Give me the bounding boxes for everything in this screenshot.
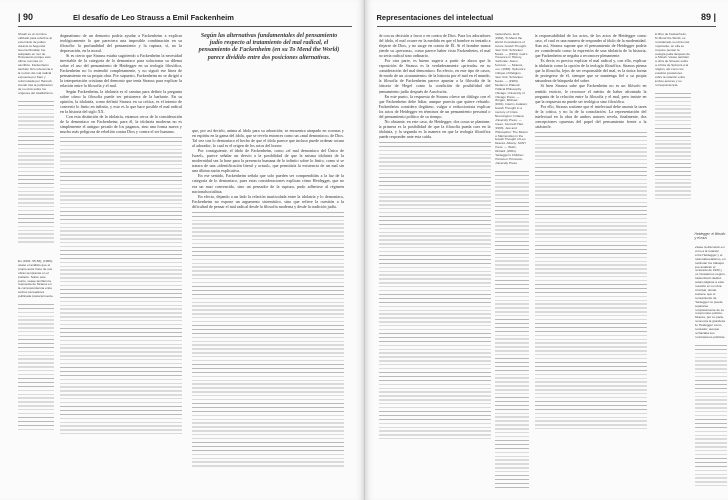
header-rule (377, 26, 717, 27)
sidenote-continued (695, 342, 727, 486)
right-page-header (377, 11, 717, 23)
text-continued (60, 134, 182, 434)
sidenote-continued (18, 98, 54, 246)
text-continued (535, 129, 647, 429)
page-number: | 90 (18, 12, 34, 22)
right-body-column-2: la responsabilidad de los actos, de los actos de Heidegger como caso, el cual es una manera de responder al ídolo de la modernidad. Aun así, Strauss supone que el pensamiento de Heidegger podría ser considerado como la expresión de una idolatría de la historia, que Fackenheim se negaba a reconocer plenamente. Es decir, es preciso explicar el mal radical y, con ello, explicar la idolatría como la opción de la teología filosófica. Strauss piensa que la filosofía, lejos de ser responsable del mal, es la única forma de protegerse de él, siempre que se mantenga fiel a su propia naturaleza de búsqueda del saber. Si bien Strauss sabe que Fackenheim no es un filósofo en sentido estricto, le reconoce el mérito de haber afrontado la pregunta de la relación entre la filosofía y el mal, pero insiste en que la respuesta no puede ser teológica sino filosófica. Por ello, Strauss sostiene que el intelectual debe asumir la tarea de la crítica, y no la de la consolación. La representación del intelectual en la obra de ambos autores revela, finalmente, dos concepciones opuestas del papel del pensamiento frente a la catástrofe. (535, 33, 647, 488)
right-sidenote-bottom: Véase la discusión en torno a la relación entre Heidegger y el nacionalsocialismo, en particular los trabajos que analizan el rectorado de 1933 y los Cuadernos negros. Fackenheim dedicó varias páginas a esta cuestión en su obra principal, donde sostiene que el pensamiento de Heidegger no puede separarse completamente de su compromiso político. Strauss, por su parte, reconocía la grandeza de Heidegger como pensador, aunque rechazaba sus conclusiones políticas. (695, 246, 727, 486)
header-rule (18, 26, 352, 27)
running-title: Representaciones del intelectual (376, 12, 494, 22)
pull-quote: Según las alternativas fundamentales del pensamiento judío respecto al tratamiento del mal radical, el pensamiento de Fackenheim (en su To Mend the World) parece dividido entre dos posiciones alternativas. (198, 33, 340, 61)
sidenote-continued (655, 90, 691, 200)
left-page-header (18, 11, 352, 23)
side-caption: Heidegger, el filósofo y el nazi. (694, 232, 726, 240)
left-body-column-2: que, por así decirlo, anima al ídolo para su adoración; se encuentra atrapado en coronas y en espíritu en la gama del ídolo, que se revela entonces como un «mal demoníaco» de Dios. Tal vez con lo demoníaco el hecho de que el ídolo parece que incluso puede ordenar actuar al adorador, lo cual es el origen de los actos del horror. Por consiguiente, el ídolo de Fackenheim, como «el mal demoníaco del Único de Israel», parece señalar un desvío a la posibilidad de que la misma idolatría de la modernidad sea la base para la presencia humana de lo infinito sobre lo finito, como si se tratara de una «identificación literal y actual», que permitiría la existencia de un mal sin una última razón explicativa. En ese sentido, Fackenheim señala que solo pueden ser comprendidas a la luz de la categoría de lo demoníaco, pues estas consideraciones explican cómo Heidegger, que no era un nazi convencido, sino un pensador de la ruptura, pudo adherirse al régimen nacionalsocialista. En efecto, dejando a un lado la relación inarticulada entre la idolatría y lo demoníaco, Fackenheim no expone un argumento sistemático, sino que refiere la cuestión a la dificultad de pensar el mal radical desde la filosofía moderna y desde la tradición judía. (192, 128, 344, 488)
page-number: 89 | (700, 12, 716, 22)
text-continued (192, 209, 344, 469)
notes-continued (495, 168, 529, 488)
right-page (365, 0, 728, 500)
left-body-column-1: dogmatismo de un demonio podría ayudar a Fackenheim a explicar teológicamente lo que pareciera una imposible combinación en su filosofía: la profundidad del pensamiento y la ruptura, sí, no la depravación, en la moral. Si es cierto que Strauss estaba sugiriendo a Fackenheim la necesidad inevitable de la categoría de lo demoníaco para solucionar su dilema sobre el uso del pensamiento de Heidegger en su teología filosófica, Fackenheim no lo entendió completamente, y no siguió ese línea de pensamiento en su propia obra. Por supuesto, Fackenheim no se dirigió a la interpretación cristiana del demonio que tenía Strauss para explicar la relación entre la filosofía y el mal. Según Fackenheim, la idolatría es el camino para definir la pregunta sobre cómo la filosofía puede ser prisionera de la barbarie. En su opinión, la idolatría, como definió Strauss en su crítica, es el intento de convertir lo finito en infinito, y esto es lo que hace posible el mal radical en la historia del siglo XX. Con esta distinción de la idolatría, estamos cerca de la consideración de lo demoníaco en Fackenheim; para él, la idolatría moderna no es simplemente el antiguo pecado de los paganos, sino una forma nueva y mucho más peligrosa de rebelión contra Dios y contra el ser humano. (60, 33, 182, 488)
left-sidenote-top: Shoah es un término utilizado para referirse al exterminio de judíos durante la Segunda Guerra Mundial; fue adoptado en vez de Holocausto porque este último connota un sacrificio. Fackenheim también hizo referencia a la noción del mal radical expuesta por Kant y reformulada por Hannah Arendt tras la publicación de su obra sobre los orígenes del totalitarismo. (18, 33, 54, 245)
endnotes-column: Fackenheim, Emil. (1982). To Mend the World: Foundations of Future Jewish Thought. New York: Schocken Books. — (1994). God's Presence in History. Northvale: Jason Aronson. — Strauss, Leo. (1965). Spinoza's Critique of Religion. New York: Schocken Books. — (1983). Studies in Platonic Political Philosophy. Chicago: University of Chicago Press. — Morgan, Michael. (2001). Interim Judaism: Jewish Thought in a Century of Crisis. Bloomington: Indiana University Press. — Green, Kenneth Hart. (1993). Jew and Philosopher: The Return to Maimonides in the Jewish Thought of Leo Strauss. Albany: SUNY Press. — Wolin, Richard. (2001). Heidegger's Children. Princeton: Princeton University Press. (495, 33, 529, 488)
running-title: El desafío de Leo Strauss a Emil Fackenheim (73, 12, 234, 22)
right-body-column-1: de con su decisión a favor o en contra de Dios. Para los adoradores del ídolo, el mal ocurre en la medida en que el hombre es tentado a alejarse de Dios, y no surge en contra de Él. Si el hombre nunca pierde su «persona», como parece haber visto Fackenheim, el mal no sería radical sino ordinario. Por otra parte, es bueno sugerir a partir de ahora que la exposición de Strauss es la verdaderamente «privada» en su consideración del mal demoníaco. En efecto, en este tipo de casos, de modo de un «tratamiento» de la historia por el mal en el mundo, la filosofía de Fackenheim parece apuntar a la filosofía de la historia de Hegel como la condición de posibilidad del pensamiento judío después de Auschwitz. En este punto, la respuesta de Strauss ofrece un diálogo con el que Fackenheim debe lidiar, aunque parecía que quiere rehuirlo. Fackenheim considera ilegítimo, vulgar o reduccionista explicar los actos de Heidegger en términos de un pensamiento personal o del pensamiento político de su tiempo. No obstante, en este caso, de Heidegger, dos cosas se plantean: la primera es la posibilidad de que la filosofía pueda caer en la idolatría, y la segunda es la manera en que la teología filosófica puede responder ante esta caída. (379, 33, 491, 488)
text-continued (379, 139, 491, 439)
sidenote-continued (18, 301, 54, 431)
right-sidenote-top: El libro de Fackenheim, To Mend the World, es considerado su obra más importante; en ella se propone pensar la teología judía después de la Shoah. Véase también la obra de Strauss sobre la crítica de Spinoza a la religión, así como los estudios posteriores sobre la relación entre ambos autores y su correspondencia. (655, 33, 691, 213)
left-sidenote-bottom: En (1991: 55-56); (1995); véase el análisis que el propio autor hace de sus obras tempranas en el prefacio. Sobre este punto, véase también la respuesta de Strauss en la correspondencia entre ambos pensadores publicada posteriormente. (18, 260, 54, 460)
